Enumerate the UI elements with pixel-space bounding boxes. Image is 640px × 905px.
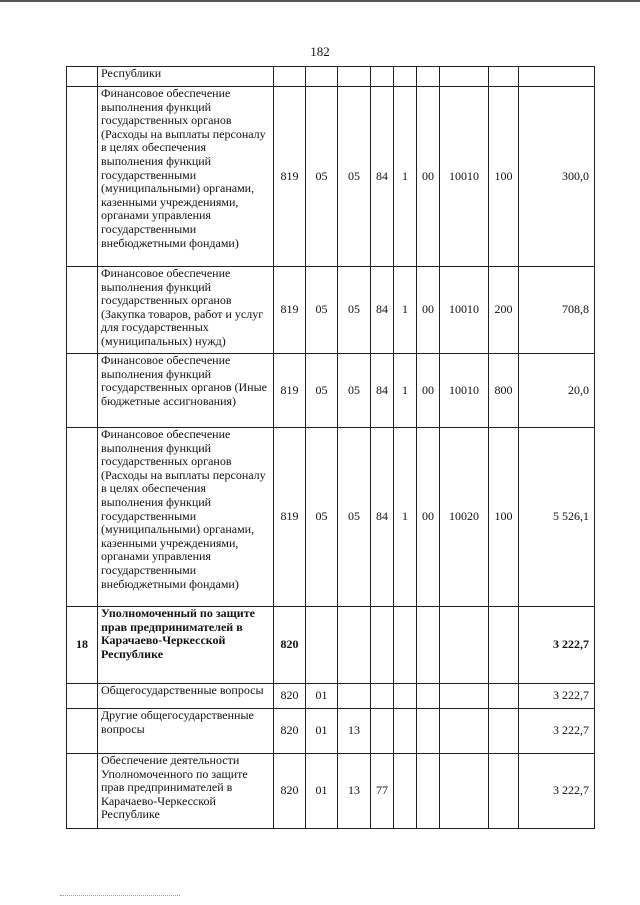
row-number-cell	[67, 267, 98, 354]
item-name-cell: Финансовое обеспечение выполнения функций государственных органов (Расходы на выплаты персоналу в целях обеспечения выполнения функций государственными (муниципальными) органами, казенными учреждениями, органами управления государственными внебюджетными фондами)	[98, 428, 274, 607]
item-name-cell: Уполномоченный по защите прав предпринимателей в Карачаево-Черкесской Республике	[98, 607, 274, 684]
program-code-cell	[371, 709, 394, 754]
direction-code-cell	[440, 607, 489, 684]
row-number-cell	[67, 354, 98, 428]
table-row	[67, 754, 595, 829]
main-event-code-cell: 00	[417, 354, 440, 428]
amount-cell: 300,0	[519, 87, 595, 267]
subsection-code-cell	[338, 67, 371, 87]
subprogram-code-cell	[394, 709, 417, 754]
direction-code-cell	[440, 684, 489, 709]
subsection-code-cell: 05	[338, 354, 371, 428]
expense-type-code-cell: 200	[489, 267, 519, 354]
expense-type-code-cell	[489, 67, 519, 87]
subsection-code-cell	[338, 607, 371, 684]
amount-cell: 20,0	[519, 354, 595, 428]
ministry-code-cell: 820	[274, 709, 306, 754]
amount-cell: 708,8	[519, 267, 595, 354]
main-event-code-cell	[417, 709, 440, 754]
direction-code-cell: 10020	[440, 428, 489, 607]
program-code-cell	[371, 684, 394, 709]
amount-cell: 5 526,1	[519, 428, 595, 607]
ministry-code-cell: 820	[274, 607, 306, 684]
page-number: 182	[310, 44, 330, 59]
row-number-cell	[67, 709, 98, 754]
amount-cell: 3 222,7	[519, 754, 595, 829]
section-code-cell: 01	[306, 709, 338, 754]
item-name-cell: Финансовое обеспечение выполнения функций государственных органов (Иные бюджетные ассигнования)	[98, 354, 274, 428]
item-name-cell: Обеспечение деятельности Уполномоченного по защите прав предпринимателей в Карачаево-Черкесской Республике	[98, 754, 274, 829]
subprogram-code-cell: 1	[394, 87, 417, 267]
main-event-code-cell	[417, 607, 440, 684]
expense-type-code-cell: 100	[489, 87, 519, 267]
direction-code-cell	[440, 67, 489, 87]
table-row	[67, 607, 595, 684]
item-name-cell: Другие общегосударственные вопросы	[98, 709, 274, 754]
item-name-cell: Республики	[98, 67, 274, 87]
table-row	[67, 709, 595, 754]
program-code-cell: 84	[371, 87, 394, 267]
ministry-code-cell	[274, 67, 306, 87]
main-event-code-cell	[417, 67, 440, 87]
expense-type-code-cell	[489, 709, 519, 754]
subsection-code-cell: 05	[338, 87, 371, 267]
expense-type-code-cell	[489, 684, 519, 709]
budget-table	[66, 66, 595, 829]
row-number-cell	[67, 87, 98, 267]
amount-cell: 3 222,7	[519, 709, 595, 754]
item-name-cell: Финансовое обеспечение выполнения функций государственных органов (Закупка товаров, работ и услуг для государственных (муниципальных) нужд)	[98, 267, 274, 354]
section-code-cell: 05	[306, 87, 338, 267]
direction-code-cell: 10010	[440, 354, 489, 428]
amount-cell: 3 222,7	[519, 607, 595, 684]
section-code-cell: 05	[306, 354, 338, 428]
program-code-cell	[371, 607, 394, 684]
main-event-code-cell: 00	[417, 428, 440, 607]
ministry-code-cell: 819	[274, 428, 306, 607]
section-code-cell: 01	[306, 684, 338, 709]
main-event-code-cell: 00	[417, 87, 440, 267]
program-code-cell: 84	[371, 354, 394, 428]
subprogram-code-cell	[394, 607, 417, 684]
expense-type-code-cell: 100	[489, 428, 519, 607]
subprogram-code-cell	[394, 67, 417, 87]
row-number-cell	[67, 67, 98, 87]
program-code-cell: 77	[371, 754, 394, 829]
scan-edge-top	[0, 0, 640, 6]
row-number-cell: 18	[67, 607, 98, 684]
row-number-cell	[67, 684, 98, 709]
item-name-cell: Общегосударственные вопросы	[98, 684, 274, 709]
table-row	[67, 67, 595, 87]
main-event-code-cell: 00	[417, 267, 440, 354]
main-event-code-cell	[417, 754, 440, 829]
amount-cell	[519, 67, 595, 87]
subsection-code-cell: 13	[338, 709, 371, 754]
section-code-cell: 01	[306, 754, 338, 829]
subsection-code-cell: 05	[338, 428, 371, 607]
table-row	[67, 684, 595, 709]
subsection-code-cell: 05	[338, 267, 371, 354]
row-number-cell	[67, 428, 98, 607]
subprogram-code-cell	[394, 684, 417, 709]
direction-code-cell	[440, 709, 489, 754]
section-code-cell	[306, 607, 338, 684]
table-body	[67, 67, 595, 829]
program-code-cell: 84	[371, 267, 394, 354]
table-row	[67, 267, 595, 354]
expense-type-code-cell	[489, 754, 519, 829]
subprogram-code-cell: 1	[394, 354, 417, 428]
table-row	[67, 87, 595, 267]
ministry-code-cell: 819	[274, 267, 306, 354]
program-code-cell: 84	[371, 428, 394, 607]
expense-type-code-cell: 800	[489, 354, 519, 428]
expense-type-code-cell	[489, 607, 519, 684]
section-code-cell: 05	[306, 267, 338, 354]
subsection-code-cell: 13	[338, 754, 371, 829]
direction-code-cell	[440, 754, 489, 829]
subprogram-code-cell: 1	[394, 428, 417, 607]
subsection-code-cell	[338, 684, 371, 709]
main-event-code-cell	[417, 684, 440, 709]
amount-cell: 3 222,7	[519, 684, 595, 709]
section-code-cell: 05	[306, 428, 338, 607]
item-name-cell: Финансовое обеспечение выполнения функций государственных органов (Расходы на выплаты персоналу в целях обеспечения выполнения функций государственными (муниципальными) органами, казенными учреждениями, органами управления государственными внебюджетными фондами)	[98, 87, 274, 267]
row-number-cell	[67, 754, 98, 829]
direction-code-cell: 10010	[440, 87, 489, 267]
table-row	[67, 354, 595, 428]
direction-code-cell: 10010	[440, 267, 489, 354]
ministry-code-cell: 819	[274, 87, 306, 267]
subprogram-code-cell: 1	[394, 267, 417, 354]
program-code-cell	[371, 67, 394, 87]
ministry-code-cell: 819	[274, 354, 306, 428]
section-code-cell	[306, 67, 338, 87]
subprogram-code-cell	[394, 754, 417, 829]
table-row	[67, 428, 595, 607]
scan-edge-bottom	[60, 895, 180, 897]
ministry-code-cell: 820	[274, 684, 306, 709]
ministry-code-cell: 820	[274, 754, 306, 829]
